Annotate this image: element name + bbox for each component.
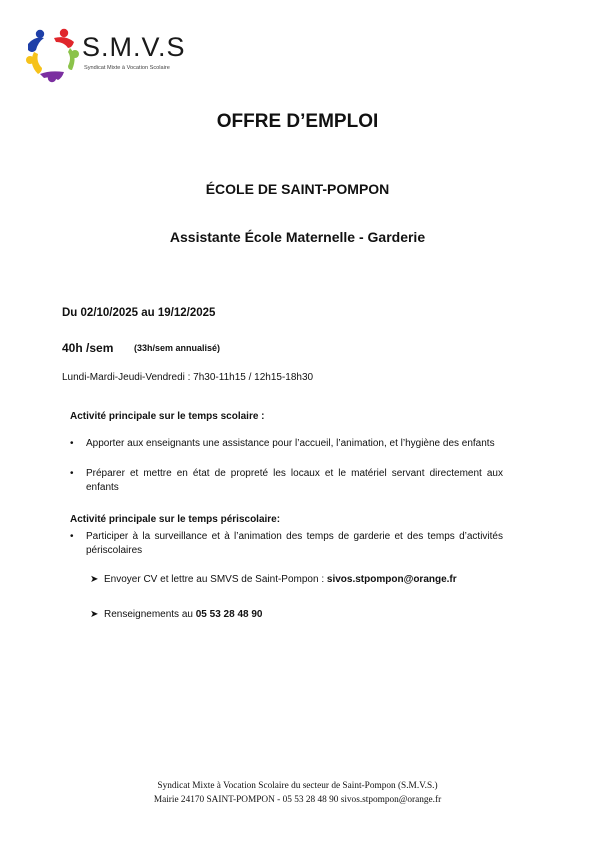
smvs-logo [24, 26, 196, 84]
list-item-text: Apporter aux enseignants une assistance pour l’accueil, l’animation, et l’hygiène des enfants [86, 438, 495, 449]
bullet-icon: • [70, 438, 74, 449]
apply-instruction [90, 574, 457, 585]
phone-number: 05 53 28 48 90 [195, 609, 263, 620]
email-link[interactable]: sivos.stpompon@orange.fr [326, 574, 457, 585]
list-item [70, 467, 503, 495]
weekly-hours: 40h /sem [62, 341, 114, 355]
bullet-icon: • [70, 468, 74, 479]
section-title-school-time: Activité principale sur le temps scolaire : [70, 411, 265, 422]
contract-period: Du 02/10/2025 au 19/12/2025 [62, 307, 216, 319]
arrowhead-icon: ➤ [90, 574, 99, 585]
list-item [70, 530, 503, 558]
bullet-icon: • [70, 531, 74, 542]
list-item-text: Participer à la surveillance et à l’animation des temps de garderie et des temps d’activités périscolaires [86, 531, 503, 556]
apply-text: Envoyer CV et lettre au SMVS de Saint-Pompon : [104, 574, 327, 585]
list-item [70, 437, 503, 451]
people-circle-logo-icon [24, 26, 82, 84]
footer-organization: Syndicat Mixte à Vocation Scolaire du secteur de Saint-Pompon (S.M.V.S.) [157, 781, 438, 791]
info-text: Renseignements au [104, 609, 196, 620]
work-schedule: Lundi-Mardi-Jeudi-Vendredi : 7h30-11h15 / 12h15-18h30 [62, 372, 314, 383]
job-title: Assistante École Maternelle - Garderie [169, 229, 426, 245]
section-title-periscolaire-time: Activité principale sur le temps périscolaire: [70, 514, 281, 525]
arrowhead-icon: ➤ [90, 609, 99, 620]
school-name: ÉCOLE DE SAINT-POMPON [205, 181, 390, 197]
logo-tagline: Syndicat Mixte à Vocation Scolaire [84, 65, 170, 71]
list-item-text: Préparer et mettre en état de propreté les locaux et le matériel servant directement aux enfants [86, 468, 503, 493]
info-instruction [90, 609, 262, 620]
logo-acronym: S.M.V.S [82, 32, 186, 62]
page-title: OFFRE D’EMPLOI [216, 111, 379, 132]
footer-contact: Mairie 24170 SAINT-POMPON - 05 53 28 48 90 sivos.stpompon@orange.fr [153, 795, 442, 805]
weekly-hours-note: (33h/sem annualisé) [134, 343, 221, 353]
